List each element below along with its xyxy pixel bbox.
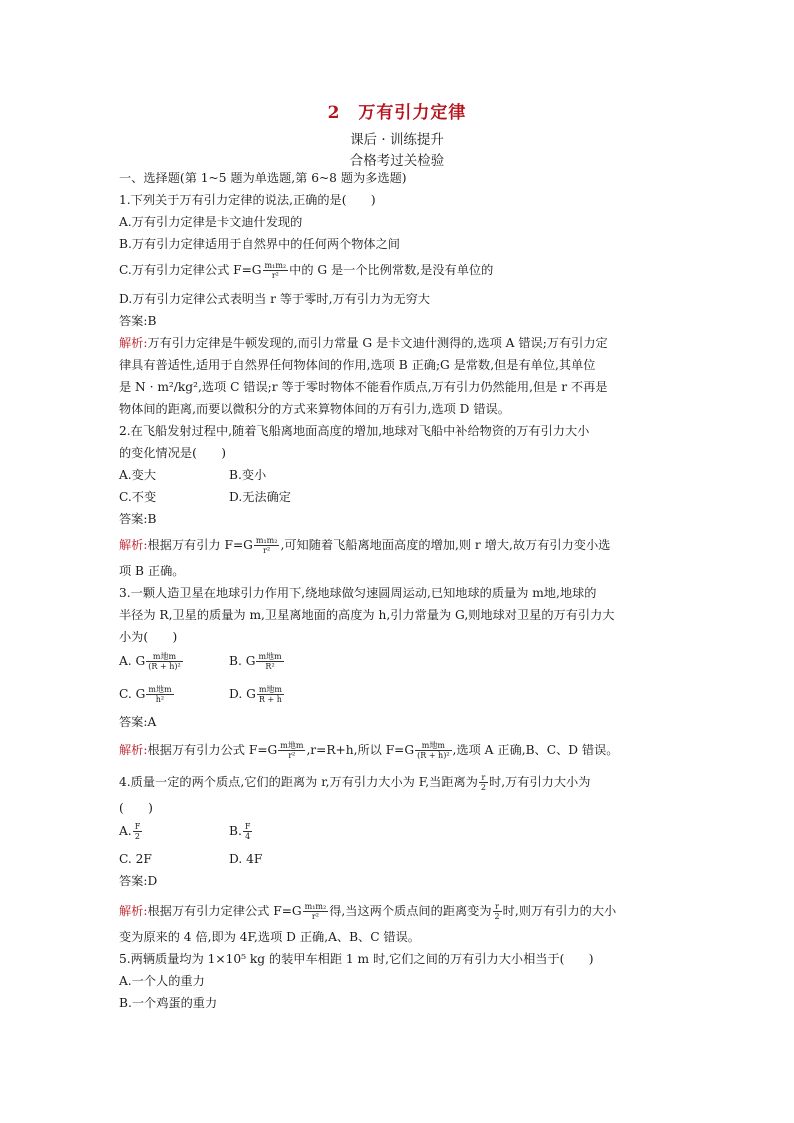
- q2-stem-line1: 2.在飞船发射过程中,随着飞船离地面高度的增加,地球对飞船中补给物资的万有引力大小: [119, 424, 590, 438]
- q1-option-a: A.万有引力定律是卡文迪什发现的: [119, 215, 303, 229]
- q4-stem-suffix: 时,万有引力大小为: [489, 775, 591, 789]
- q3-explanation-numerator2: m地m: [415, 741, 451, 751]
- q4-explanation-denominator1: r²: [311, 912, 319, 921]
- q4-stem-denominator: 2: [480, 783, 487, 792]
- page-title: 2 万有引力定律: [327, 103, 467, 123]
- q3-explanation-label: 解析:: [119, 743, 148, 757]
- q4-option-a-fraction: [133, 822, 143, 841]
- q3-explanation-denominator1: r²: [288, 751, 296, 760]
- q1-stem: 1.下列关于万有引力定律的说法,正确的是( ): [119, 193, 376, 207]
- q1-option-c-prefix: C.万有引力定律公式 F=G: [119, 263, 262, 277]
- q4-explanation-line2: 变为原来的 4 倍,即为 4F,选项 D 正确,A、B、C 错误。: [119, 930, 420, 944]
- q4-option-a: [119, 822, 143, 841]
- q4-option-c: C. 2F: [119, 852, 152, 866]
- q4-option-b-denominator: 4: [245, 832, 251, 841]
- q4-option-b-numerator: F: [244, 822, 251, 831]
- q3-explanation-denominator2: (R + h)²: [417, 751, 450, 760]
- q2-explanation-suffix: ,可知随着飞船离地面高度的增加,则 r 增大,故万有引力变小选: [280, 538, 611, 552]
- q4-answer: 答案:D: [119, 874, 158, 888]
- q2-stem-line2: 的变化情况是( ): [119, 446, 227, 460]
- q4-option-b-prefix: B.: [229, 824, 242, 838]
- q1-explanation-line1: [119, 334, 608, 352]
- q3-explanation: [119, 741, 618, 760]
- q5-option-b: B.一个鸡蛋的重力: [119, 996, 218, 1010]
- q2-option-c: C.不变: [119, 490, 157, 504]
- q3-option-d-fraction: [257, 685, 284, 704]
- q1-option-c: [119, 261, 493, 280]
- q3-stem-line3: 小为( ): [119, 630, 178, 644]
- q1-option-d: D.万有引力定律公式表明当 r 等于零时,万有引力为无穷大: [119, 292, 430, 306]
- q3-answer: 答案:A: [119, 715, 157, 729]
- q4-option-a-denominator: 2: [134, 832, 141, 841]
- section-heading: 一、选择题(第 1~5 题为单选题,第 6~8 题为多选题): [119, 171, 407, 185]
- q2-explanation-label: 解析:: [119, 538, 148, 552]
- q4-option-b: [229, 822, 253, 841]
- q2-formula-fraction: [254, 536, 280, 555]
- q2-formula-numerator: m₁m₂: [255, 536, 278, 545]
- q2-formula-denominator: r²: [263, 546, 271, 555]
- q3-explanation-middle: ,r=R+h,所以 F=G: [306, 743, 415, 757]
- q1-formula-denominator: r²: [271, 271, 279, 280]
- subtitle-practice: 课后 · 训练提升: [350, 132, 444, 148]
- q4-explanation-fraction2: [493, 902, 502, 921]
- q3-explanation-suffix: ,选项 A 正确,B、C、D 错误。: [452, 743, 619, 757]
- q1-explanation-line4: 物体间的距离,而要以微积分的方式来算物体间的万有引力,选项 D 错误。: [119, 402, 510, 416]
- q3-option-d-denominator: R + h: [258, 695, 282, 704]
- q4-stem-line2: ( ): [119, 801, 153, 815]
- q4-stem-line1: [119, 773, 590, 792]
- q3-option-b-numerator: m地m: [258, 652, 282, 661]
- q3-option-d: [229, 685, 285, 704]
- q4-explanation-suffix: 时,则万有引力的大小: [502, 904, 617, 918]
- q2-explanation-line1: [119, 536, 610, 555]
- q3-option-a-denominator: (R + h)²: [148, 662, 181, 671]
- q3-option-d-prefix: D. G: [229, 687, 256, 701]
- q4-explanation-label: 解析:: [119, 904, 148, 918]
- q3-option-c-fraction: [146, 685, 173, 704]
- q1-explanation-label: 解析:: [119, 336, 148, 350]
- q3-option-b: [229, 652, 285, 671]
- q3-option-d-numerator: m地m: [258, 685, 282, 694]
- q1-explanation-line3: 是 N · m²/kg²,选项 C 错误;r 等于零时物体不能看作质点,万有引力仍然能用,但是 r 不再是: [119, 380, 608, 394]
- q5-option-a: A.一个人的重力: [119, 974, 205, 988]
- q4-explanation-numerator2: r: [493, 902, 502, 912]
- q3-option-c-prefix: C. G: [119, 687, 146, 701]
- q3-explanation-prefix: 根据万有引力公式 F=G: [147, 743, 278, 757]
- q3-option-a-prefix: A. G: [119, 654, 146, 668]
- q4-explanation-numerator1: m₁m₂: [304, 902, 327, 911]
- q3-stem-line2: 半径为 R,卫星的质量为 m,卫星离地面的高度为 h,引力常量为 G,则地球对卫星的万有引力大: [119, 608, 615, 622]
- q5-stem: 5.两辆质量均为 1×10⁵ kg 的装甲车相距 1 m 时,它们之间的万有引力大小相当于( ): [119, 952, 594, 966]
- q4-stem-prefix: 4.质量一定的两个质点,它们的距离为 r,万有引力大小为 F,当距离为: [119, 775, 478, 789]
- q2-option-d: D.无法确定: [229, 490, 291, 504]
- q3-option-c-denominator: h²: [155, 695, 165, 704]
- q2-option-b: B.变小: [229, 468, 267, 482]
- q1-option-b: B.万有引力定律适用于自然界中的任何两个物体之间: [119, 237, 400, 251]
- q4-explanation-denominator2: 2: [494, 912, 500, 921]
- q1-explanation-text1: 万有引力定律是牛顿发现的,而引力常量 G 是卡文迪什测得的,选项 A 错误;万有引力定: [147, 336, 608, 350]
- q3-option-b-denominator: R²: [265, 662, 275, 671]
- q3-option-a-numerator: m地m: [146, 652, 182, 662]
- q4-explanation-line1: [119, 902, 616, 921]
- q1-explanation-line2: 律具有普适性,适用于自然界任何物体间的作用,选项 B 正确;G 是常数,但是有单位,其单位: [119, 358, 596, 372]
- q3-option-c-numerator: m地m: [148, 685, 172, 694]
- subtitle-level: 合格考过关检验: [349, 153, 445, 169]
- q3-explanation-numerator1: m地m: [280, 741, 304, 750]
- q1-formula-numerator: m₁m₂: [264, 261, 287, 270]
- q3-option-c: [119, 685, 175, 704]
- q2-explanation-prefix: 根据万有引力 F=G: [147, 538, 253, 552]
- q4-option-d: D. 4F: [229, 852, 263, 866]
- q4-option-b-fraction: [243, 822, 253, 841]
- q4-stem-fraction: [479, 773, 488, 792]
- q1-answer: 答案:B: [119, 314, 157, 328]
- q3-option-a: [119, 652, 184, 671]
- q3-explanation-fraction1: [278, 741, 305, 760]
- q4-option-a-numerator: F: [134, 822, 141, 831]
- q1-formula-fraction: [263, 261, 289, 280]
- q2-option-a: A.变大: [119, 468, 157, 482]
- q2-answer: 答案:B: [119, 512, 157, 526]
- q3-explanation-fraction2: [415, 741, 451, 760]
- q4-option-a-prefix: A.: [119, 824, 132, 838]
- q3-option-b-prefix: B. G: [229, 654, 256, 668]
- q1-option-c-suffix: 中的 G 是一个比例常数,是没有单位的: [289, 263, 494, 277]
- q4-stem-numerator: r: [479, 773, 488, 783]
- q4-explanation-fraction1: [303, 902, 329, 921]
- q4-explanation-middle: 得,当这两个质点间的距离变为: [329, 904, 492, 918]
- q3-option-a-fraction: [146, 652, 182, 671]
- q3-stem-line1: 3.一颗人造卫星在地球引力作用下,绕地球做匀速圆周运动,已知地球的质量为 m地,地球的: [119, 586, 597, 600]
- q3-option-b-fraction: [256, 652, 283, 671]
- q4-explanation-prefix: 根据万有引力定律公式 F=G: [147, 904, 302, 918]
- q2-explanation-line2: 项 B 正确。: [119, 564, 185, 578]
